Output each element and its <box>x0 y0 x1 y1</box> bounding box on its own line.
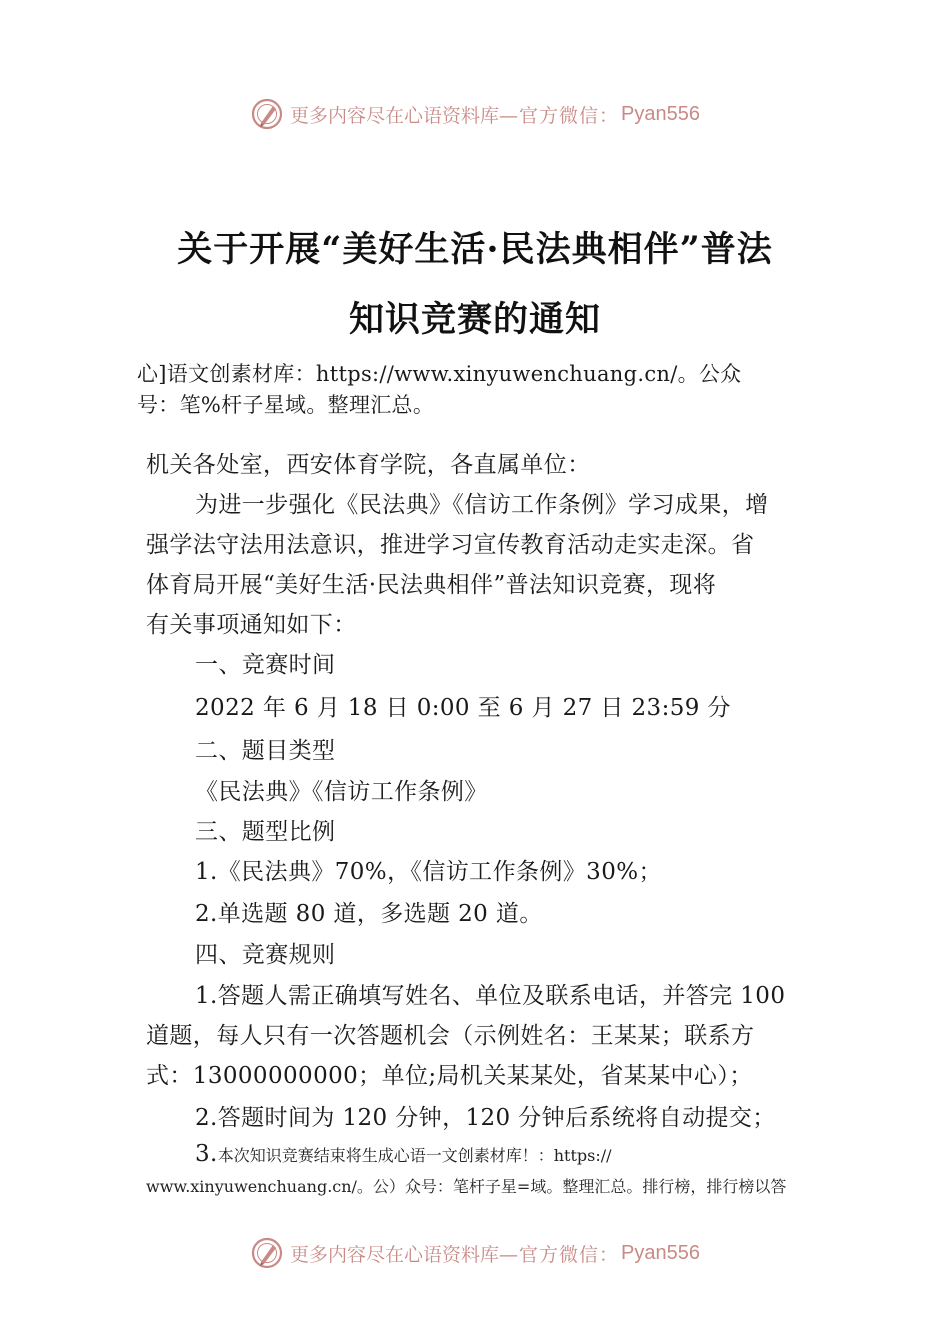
rule-line: 式：13000000000；单位;局机关某某处，省某某中心）； <box>146 1063 753 1089</box>
rule-line: 2.答题时间为 120 分钟，120 分钟后系统将自动提交； <box>195 1105 776 1131</box>
watermark-separator: —官方微信： <box>499 1243 620 1266</box>
document-title-line-1: 关于开展“美好生活·民法典相伴”普法 <box>177 229 773 270</box>
intro-line: 有关事项通知如下： <box>146 612 357 638</box>
document-title-line-2: 知识竞赛的通知 <box>348 299 601 340</box>
rule-3-continuation: www.xinyuwenchuang.cn/。公）众号：笔杆子星=域。整理汇总。排行榜，排行榜以答 <box>146 1177 787 1196</box>
rule-line: 1.答题人需正确填写姓名、单位及联系电话，并答完 100 <box>195 983 786 1009</box>
competition-time: 2022 年 6 月 18 日 0:00 至 6 月 27 日 23:59 分 <box>195 695 731 721</box>
header-watermark <box>0 94 950 134</box>
pen-logo-icon <box>250 1236 284 1270</box>
section-heading-rules: 四、竞赛规则 <box>195 942 336 968</box>
question-types: 《民法典》《信访工作条例》 <box>195 779 488 805</box>
section-heading-time: 一、竞赛时间 <box>195 652 336 678</box>
rule-line: 道题，每人只有一次答题机会（示例姓名：王某某；联系方 <box>146 1023 755 1049</box>
rule-3-text: 本次知识竞赛结束将生成心语一文创素材库！：https:// <box>217 1146 612 1165</box>
rule-3-line <box>195 1141 612 1167</box>
ratio-item: 2.单选题 80 道，多选题 20 道。 <box>195 901 543 927</box>
watermark-separator: —官方微信： <box>499 104 620 127</box>
watermark-id: Pyan556 <box>621 1241 700 1264</box>
section-heading-ratio: 三、题型比例 <box>195 819 336 845</box>
ratio-item: 1.《民法典》70%，《信访工作条例》30%； <box>195 859 662 885</box>
intro-line: 体育局开展“美好生活·民法典相伴”普法知识竞赛，现将 <box>146 572 717 598</box>
source-line-1: 心]语文创素材库：https://www.xinyuwenchuang.cn/。公众 <box>137 362 742 386</box>
source-line-2: 号：笔%杆子星域。整理汇总。 <box>137 393 435 417</box>
watermark-text: 更多内容尽在心语资料库 <box>290 1243 500 1266</box>
salutation: 机关各处室，西安体育学院，各直属单位： <box>146 452 591 478</box>
intro-line: 为进一步强化《民法典》《信访工作条例》学习成果，增 <box>195 492 769 518</box>
section-heading-question-types: 二、题目类型 <box>195 738 336 764</box>
intro-line: 强学法守法用法意识，推进学习宣传教育活动走实走深。省 <box>146 532 755 558</box>
watermark-text: 更多内容尽在心语资料库 <box>290 104 500 127</box>
pen-logo-icon <box>250 97 284 131</box>
footer-watermark <box>0 1233 950 1273</box>
watermark-id: Pyan556 <box>621 102 700 125</box>
rule-3-number: 3. <box>195 1141 218 1167</box>
